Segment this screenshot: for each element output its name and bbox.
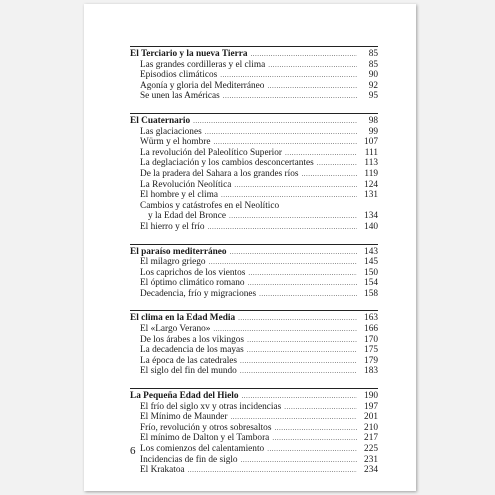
entry-title: El mínimo de Dalton y el Tambora [140, 433, 270, 444]
dot-leader [209, 257, 357, 268]
entry-page: 131 [364, 190, 378, 201]
section-page: 190 [364, 391, 378, 402]
toc-entry [130, 444, 378, 455]
entry-title: Cambios y catástrofes en el Neolítico [140, 200, 280, 211]
entry-title: El milagro griego [140, 257, 206, 268]
entry-title: El Krakatoa [140, 465, 185, 476]
toc-entry [130, 278, 378, 289]
toc-entry [130, 180, 378, 191]
entry-page: 197 [364, 401, 378, 412]
entry-title: Los comienzos del calentamiento [140, 444, 265, 454]
section-page: 163 [364, 313, 378, 324]
entry-title: Episodios climáticos [140, 70, 218, 81]
dot-leader [213, 324, 357, 335]
entry-page: 150 [364, 267, 378, 278]
toc-entry [130, 70, 378, 81]
entry-page: 145 [364, 257, 378, 268]
toc-entry [130, 455, 378, 466]
entry-title: La decadencia de los mayas [140, 345, 244, 356]
toc-section-heading [130, 391, 378, 402]
dot-leader [221, 190, 357, 201]
entry-page: 111 [364, 147, 378, 158]
toc-entry [130, 465, 378, 476]
entry-page: 179 [364, 355, 378, 366]
entry-title: Los caprichos de los vientos [140, 267, 246, 278]
entry-page: 95 [368, 91, 378, 102]
entry-page: 92 [368, 80, 378, 91]
dot-leader [241, 455, 357, 466]
dot-leader [251, 49, 357, 60]
dot-leader [248, 268, 357, 279]
entry-title: El «Largo Verano» [140, 324, 211, 335]
dot-leader [213, 137, 357, 148]
entry-page: 201 [364, 412, 378, 423]
dot-leader [317, 158, 357, 169]
dot-leader [267, 444, 357, 455]
dot-leader [259, 289, 357, 300]
dot-leader [193, 116, 357, 127]
section-title: El Terciario y la nueva Tierra [130, 49, 248, 59]
entry-page: 175 [364, 345, 378, 356]
dot-leader [241, 391, 357, 402]
toc-entry [130, 169, 378, 180]
entry-title: La época de las catedrales [140, 355, 238, 366]
section-page: 143 [364, 246, 378, 257]
entry-page: 85 [368, 59, 378, 70]
table-of-contents [130, 46, 378, 487]
entry-page: 225 [364, 444, 378, 454]
toc-section [130, 113, 378, 233]
section-title: El paraíso mediterráneo [130, 246, 227, 257]
dot-leader [247, 335, 357, 346]
section-page: 98 [368, 115, 378, 126]
toc-entry [130, 211, 378, 222]
toc-entry [130, 356, 378, 367]
toc-entry [130, 60, 378, 71]
entry-title: Würm y el hombre [140, 137, 211, 148]
toc-entry [130, 148, 378, 159]
dot-leader [220, 70, 357, 81]
dot-leader [205, 127, 357, 138]
toc-entry [130, 91, 378, 102]
dot-leader [231, 412, 357, 423]
entry-title: La Revolución Neolítica [140, 179, 232, 190]
toc-section-heading [130, 247, 378, 258]
dot-leader [272, 433, 357, 444]
entry-page: 113 [364, 158, 378, 169]
dot-leader [247, 345, 357, 356]
toc-entry [130, 324, 378, 335]
toc-entry [130, 81, 378, 92]
entry-page: 217 [364, 433, 378, 444]
dot-leader [238, 313, 357, 324]
toc-entry [130, 268, 378, 279]
toc-entry [130, 433, 378, 444]
dot-leader [208, 222, 357, 233]
entry-title: De los árabes a los vikingos [140, 334, 245, 345]
entry-title: Las glaciaciones [140, 126, 202, 137]
entry-page: 234 [364, 465, 378, 476]
dot-leader [223, 91, 357, 102]
section-title: El Cuaternario [130, 115, 191, 126]
entry-page: 99 [368, 126, 378, 137]
toc-section [130, 244, 378, 300]
entry-page: 140 [364, 221, 378, 232]
toc-section-heading [130, 116, 378, 127]
book-page [84, 4, 416, 491]
dot-leader [284, 402, 357, 413]
toc-entry [130, 190, 378, 201]
entry-page: 170 [364, 334, 378, 345]
toc-entry [130, 412, 378, 423]
toc-entry [130, 257, 378, 268]
entry-title: La revolución del Paleolítico Superior [140, 147, 282, 158]
toc-entry [130, 289, 378, 300]
entry-title: Incidencias de fin de siglo [140, 454, 238, 465]
entry-title: El siglo del fin del mundo [140, 366, 237, 377]
entry-title: Se unen las Américas [140, 91, 220, 102]
dot-leader [267, 81, 357, 92]
entry-title: Frío, revolución y otros sobresaltos [140, 422, 272, 433]
section-title: La Pequeña Edad del Hielo [130, 391, 239, 402]
entry-title: El hierro y el frío [140, 221, 205, 232]
entry-page: 154 [364, 278, 378, 289]
toc-entry [130, 335, 378, 346]
entry-page: 124 [364, 179, 378, 190]
toc-entry [130, 366, 378, 377]
entry-title: y la Edad del Bronce [148, 211, 226, 222]
entry-page: 166 [364, 324, 378, 335]
toc-entry [130, 201, 378, 212]
toc-entry [130, 127, 378, 138]
toc-section-heading [130, 49, 378, 60]
dot-leader [240, 366, 357, 377]
toc-section-heading [130, 313, 378, 324]
entry-title: El hombre y el clima [140, 190, 218, 201]
dot-leader [274, 423, 357, 434]
dot-leader [248, 278, 357, 289]
toc-section [130, 388, 378, 476]
dot-leader [229, 211, 357, 222]
entry-page: 210 [364, 422, 378, 433]
toc-entry [130, 402, 378, 413]
entry-page: 231 [364, 454, 378, 465]
entry-title: El Mínimo de Maunder [140, 412, 228, 423]
section-page: 85 [368, 49, 378, 59]
dot-leader [188, 465, 357, 476]
dot-leader [240, 356, 357, 367]
entry-title: Decadencia, frío y migraciones [140, 288, 257, 299]
dot-leader [285, 148, 357, 159]
toc-entry [130, 158, 378, 169]
entry-title: Las grandes cordilleras y el clima [140, 59, 266, 70]
toc-entry [130, 345, 378, 356]
entry-title: Agonía y gloria del Mediterráneo [140, 80, 265, 91]
entry-title: El frío del siglo xv y otras incidencias [140, 401, 282, 412]
entry-title: El óptimo climático romano [140, 278, 245, 289]
toc-entry [130, 137, 378, 148]
entry-page: 90 [368, 70, 378, 81]
entry-page: 183 [364, 366, 378, 377]
dot-leader [230, 247, 357, 258]
toc-section [130, 310, 378, 377]
page-number: 6 [130, 445, 136, 457]
toc-entry [130, 222, 378, 233]
entry-page: 134 [364, 211, 378, 222]
entry-page: 107 [364, 137, 378, 148]
section-title: El clima en la Edad Media [130, 313, 236, 324]
toc-section [130, 46, 378, 102]
toc-entry [130, 423, 378, 434]
dot-leader [302, 169, 358, 180]
entry-title: De la pradera del Sahara a los grandes ríos [140, 168, 299, 179]
dot-leader [234, 180, 357, 191]
entry-page: 158 [364, 288, 378, 299]
entry-title: La deglaciación y los cambios desconcertantes [140, 158, 314, 169]
dot-leader [268, 60, 357, 71]
entry-page: 119 [364, 168, 378, 179]
